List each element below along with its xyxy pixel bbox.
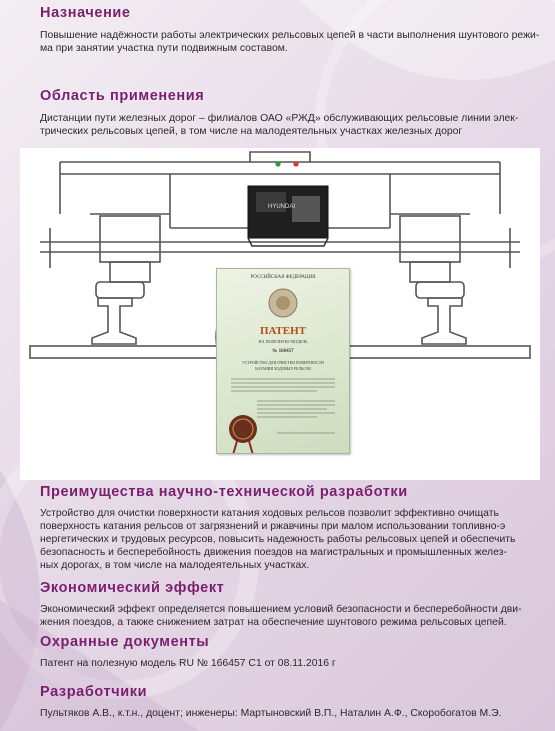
patent-subtitle: НА ПОЛЕЗНУЮ МОДЕЛЬ <box>258 339 308 344</box>
patent-title: ПАТЕНТ <box>259 325 307 337</box>
red-indicator-icon <box>293 161 298 166</box>
generator-brand-label: HYUNDAI <box>268 204 296 210</box>
advantages-text-line-4: безопасность и бесперебойность движения поездов на магистральных и промышленных желез- <box>40 547 507 558</box>
documents-text: Патент на полезную модель RU № 166457 C1 от 08.11.2016 г <box>40 658 336 669</box>
scope-text-line-2: трических рельсовых цепей, в том числе на малодеятельных участках железных дорог <box>40 126 463 137</box>
documents-heading: Охранные документы <box>40 634 210 650</box>
purpose-heading: Назначение <box>40 5 131 21</box>
scope-heading: Область применения <box>40 88 205 104</box>
patent-number: № 166457 <box>272 349 294 354</box>
patent-emblem-icon <box>217 283 349 323</box>
patent-device-line-2: КАТАНИЯ ХОДОВЫХ РЕЛЬСОВ <box>255 367 311 371</box>
advantages-text-line-5: ных дорогах, в том числе на малодеятельных участках. <box>40 560 310 571</box>
developers-heading: Разработчики <box>40 684 148 700</box>
patent-country: РОССИЙСКАЯ ФЕДЕРАЦИЯ <box>250 275 316 280</box>
advantages-text-line-1: Устройство для очистки поверхности катания ходовых рельсов позволит эффективно очищать <box>40 508 499 519</box>
economic-heading: Экономический эффект <box>40 580 225 596</box>
device-diagram <box>20 148 540 480</box>
patent-body-text-lines <box>217 373 349 454</box>
advantages-text-line-2: поверхность катания рельсов от загрязнений и ржавчины при малом использовании топливно-э <box>40 521 506 532</box>
advantages-text-line-3: нергетических и трудовых ресурсов, повысить надежность работы рельсовых цепей и обеспечить <box>40 534 516 545</box>
scope-text-line-1: Дистанции пути железных дорог – филиалов ОАО «РЖД» обслуживающих рельсовые линии элек- <box>40 113 519 124</box>
patent-device-line-1: УСТРОЙСТВО ДЛЯ ОЧИСТКИ ПОВЕРХНОСТИ <box>242 361 324 365</box>
developers-text: Пультяков А.В., к.т.н., доцент; инженеры: Мартыновский В.П., Наталин А.Ф., Скоробогатов М.Э. <box>40 708 502 719</box>
patent-certificate <box>216 268 350 454</box>
green-indicator-icon <box>275 161 280 166</box>
purpose-text-line-2: ма при занятии участка пути подвижным составом. <box>40 43 288 54</box>
purpose-text-line-1: Повышение надёжности работы электрических рельсовых цепей в части выполнения шунтового режи- <box>40 30 540 41</box>
advantages-heading: Преимущества научно-технической разработки <box>40 484 408 500</box>
economic-text-line-2: жения поездов, а также снижением затрат на обеспечение шунтового режима рельсовых цепей. <box>40 617 507 628</box>
economic-text-line-1: Экономический эффект определяется повышением условий безопасности и бесперебойности дви- <box>40 604 522 615</box>
generator-icon <box>248 186 328 246</box>
